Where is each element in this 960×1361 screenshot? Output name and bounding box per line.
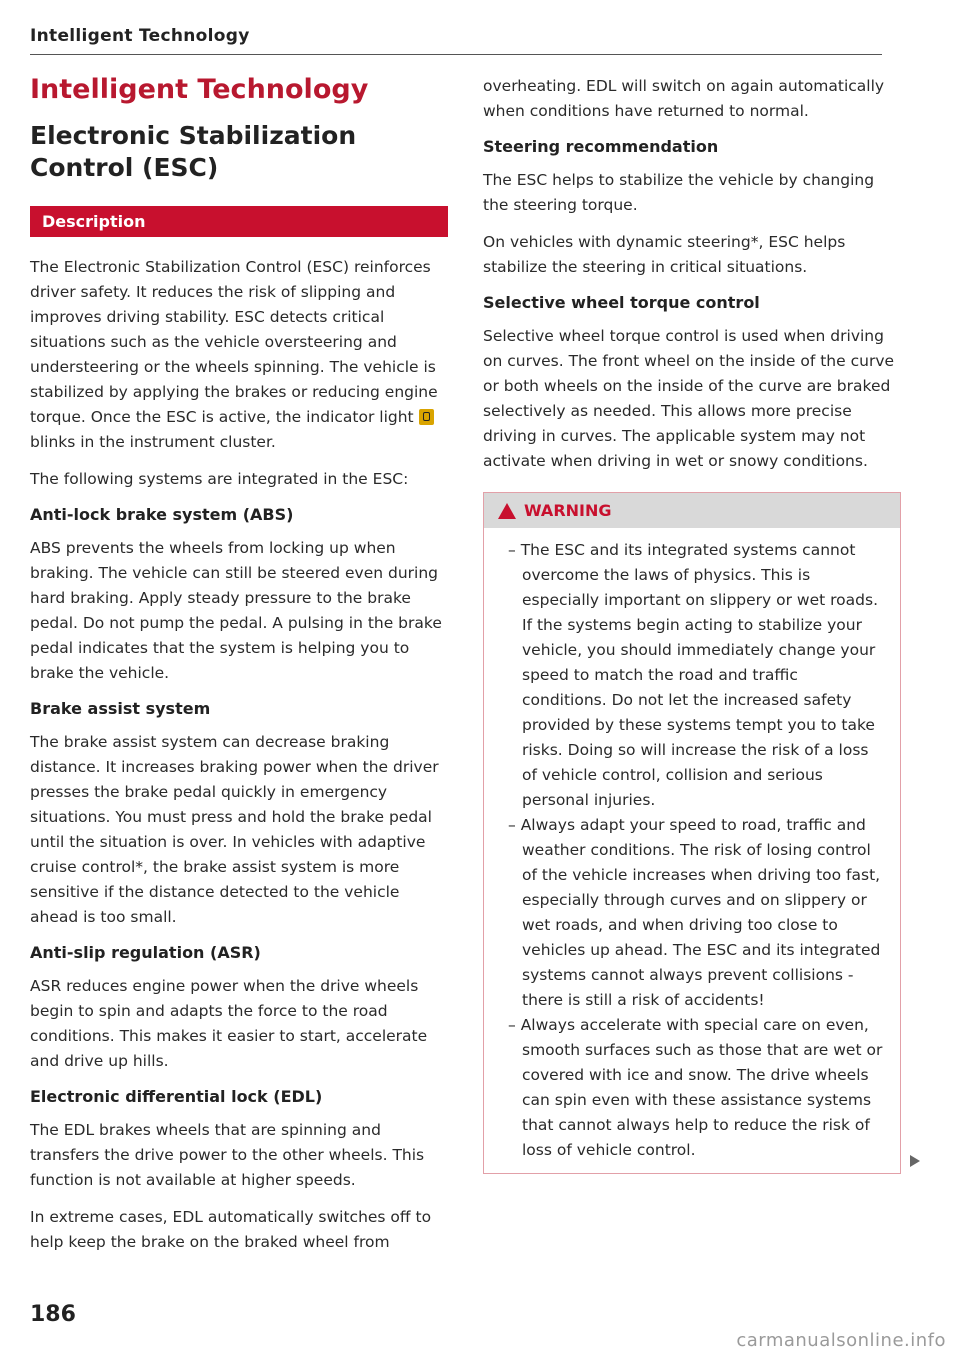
intro-text-after: blinks in the instrument cluster.	[30, 433, 276, 451]
abs-text: ABS prevents the wheels from locking up when braking. The vehicle can still be steered even during hard braking. Apply steady pressure to the brake pedal. Do not pump the pedal. A pulsing in the brake pedal indicates that the system is helping you to brake the vehicle.	[30, 539, 442, 682]
warning-body	[484, 528, 900, 1173]
steering-heading: Steering recommendation	[483, 137, 719, 156]
esc-indicator-icon	[419, 409, 434, 425]
watermark: carmanualsonline.info	[736, 1330, 946, 1351]
running-head: Intelligent Technology	[30, 26, 250, 46]
right-column	[483, 74, 901, 1174]
warning-item: – Always adapt your speed to road, traffic and weather conditions. The risk of losing control of the vehicle increases when driving too fast, especially through curves and on slippery or wet roads, and when driving too close to vehicles up ahead. The ESC and its integrated systems cannot always prevent collisions - there is still a risk of accidents!	[498, 813, 886, 1013]
left-column	[30, 68, 448, 1267]
steering-text-2: On vehicles with dynamic steering*, ESC helps stabilize the steering in critical situations.	[483, 233, 846, 276]
intro-paragraph	[30, 255, 448, 455]
asr-text: ASR reduces engine power when the drive wheels begin to spin and adapts the force to the road conditions. This makes it easier to start, accelerate and drive up hills.	[30, 977, 428, 1070]
description-bar: Description	[30, 206, 448, 237]
warning-triangle-icon	[498, 503, 516, 519]
steering-text-1: The ESC helps to stabilize the vehicle by changing the steering torque.	[483, 171, 875, 214]
chapter-title: Intelligent Technology	[30, 74, 369, 105]
continue-arrow-icon	[910, 1155, 920, 1167]
section-title: Electronic Stabilization Control (ESC)	[30, 121, 357, 182]
edl-text-2: In extreme cases, EDL automatically switches off to help keep the brake on the braked wheel from	[30, 1208, 432, 1251]
warning-box	[483, 492, 901, 1174]
warning-header	[484, 493, 900, 528]
edl-heading: Electronic differential lock (EDL)	[30, 1087, 323, 1106]
asr-heading: Anti-slip regulation (ASR)	[30, 943, 261, 962]
warning-item: – The ESC and its integrated systems cannot overcome the laws of physics. This is especially important on slippery or wet roads. If the systems begin acting to stabilize your vehicle, you should immediately change your speed to match the road and traffic conditions. Do not let the increased safety provided by these systems tempt you to take risks. Doing so will increase the risk of a loss of vehicle control, collision and serious personal injuries.	[498, 538, 886, 813]
header-rule	[30, 54, 882, 55]
warning-item: – Always accelerate with special care on even, smooth surfaces such as those that are wet or covered with ice and snow. The drive wheels can spin even with these assistance systems that cannot always help to reduce the risk of loss of vehicle control.	[498, 1013, 886, 1163]
bas-heading: Brake assist system	[30, 699, 211, 718]
page-number: 186	[30, 1302, 76, 1327]
systems-intro: The following systems are integrated in the ESC:	[30, 470, 409, 488]
edl-continued: overheating. EDL will switch on again automatically when conditions have returned to normal.	[483, 77, 885, 120]
abs-heading: Anti-lock brake system (ABS)	[30, 505, 294, 524]
bas-text: The brake assist system can decrease braking distance. It increases braking power when the driver presses the brake pedal quickly in emergency situations. You must press and hold the brake pedal until the situation is over. In vehicles with adaptive cruise control*, the brake assist system is more sensitive if the distance detected to the vehicle ahead is too small.	[30, 733, 439, 926]
swtc-heading: Selective wheel torque control	[483, 293, 760, 312]
intro-text-before: The Electronic Stabilization Control (ESC) reinforces driver safety. It reduces the risk of slipping and improves driving stability. ESC detects critical situations such as the vehicle oversteering and understeering or the wheels spinning. The vehicle is stabilized by applying the brakes or reducing engine torque. Once the ESC is active, the indicator light	[30, 258, 438, 426]
warning-title: WARNING	[524, 501, 612, 520]
warning-list	[498, 538, 886, 1163]
swtc-text: Selective wheel torque control is used when driving on curves. The front wheel on the inside of the curve or both wheels on the inside of the curve are braked selectively as needed. This allows more precise driving in curves. The applicable system may not activate when driving in wet or snowy conditions.	[483, 327, 895, 470]
edl-text-1: The EDL brakes wheels that are spinning and transfers the drive power to the other wheels. This function is not available at higher speeds.	[30, 1121, 425, 1189]
